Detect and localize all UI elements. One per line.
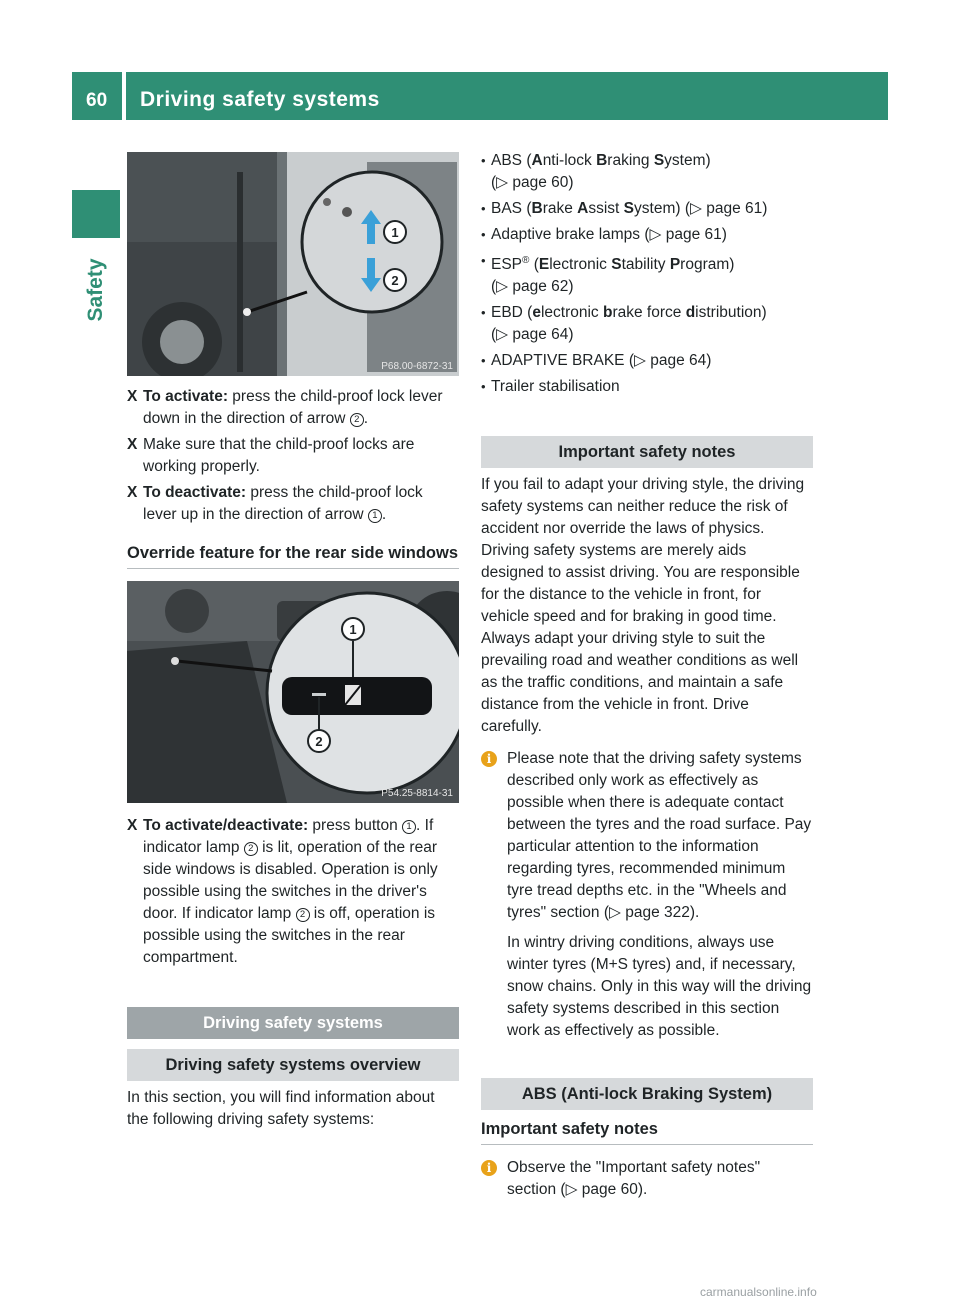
driving-safety-band: Driving safety systems <box>127 1007 459 1039</box>
step-check: X Make sure that the child-proof locks are working properly. <box>127 436 415 475</box>
callout-1: 1 <box>391 225 399 240</box>
override-heading: Override feature for the rear side windows <box>127 542 459 569</box>
switch-illustration <box>127 581 459 803</box>
ref-marker: 2 <box>296 908 310 922</box>
info-note-tyres: i Please note that the driving safety systems described only work as effectively as possible when there is adequate contact between the tyres and the road surface. Pay particular attention to the information regarding tyres, recommended minimum tyre tread depths etc. in the "Wheels and tyres" section (▷ page 322). In wintry driving conditions, always use winter tyres (M+S tyres) and, if necessary, snow chains. Only in this way will the driving safety systems described in this section work as effectively as possible. <box>481 748 813 1042</box>
ref-marker: 1 <box>402 820 416 834</box>
abs-band: ABS (Anti-lock Braking System) <box>481 1078 813 1110</box>
child-lock-steps <box>127 386 459 526</box>
page-number: 60 <box>86 90 108 111</box>
overview-intro: In this section, you will find information about the following driving safety systems: <box>127 1089 435 1128</box>
important-paragraph: If you fail to adapt your driving style, the driving safety systems can neither reduce the risk of accident nor override the laws of physics. Driving safety systems are merely aids designed to assist driving. You are responsible for the distance to the vehicle in front, for vehicle speed and for braking in good time. Always adapt your driving style to suit the prevailing road and weather conditions as well as the traffic conditions, and maintain a safe distance from the vehicle in front. Drive carefully. <box>481 476 805 735</box>
step-override: X To activate/deactivate: press button 1 . If indicator lamp 2 is lit, operation of the rear side windows is disabled. Operation is only possible using the switches in the driver's door. If indicator lamp 2 is off, operation is possible using the switches in the rear compartment. <box>127 817 438 966</box>
list-item-brake-lamps: • Adaptive brake lamps (▷ page 61) <box>481 226 727 243</box>
step-activate: X To activate: press the child-proof lock lever down in the direction of arrow 2 . <box>127 388 443 427</box>
list-item-adaptive-brake: • ADAPTIVE BRAKE (▷ page 64) <box>481 352 712 369</box>
door-illustration <box>127 152 459 376</box>
step-deactivate: X To deactivate: press the child-proof lock lever up in the direction of arrow 1 . <box>127 484 423 523</box>
abs-subhead: Important safety notes <box>481 1118 813 1145</box>
door-child-lock-image <box>127 152 459 376</box>
list-item-ebd: • EBD (electronic brake force distribution) (▷ page 64) <box>481 304 767 343</box>
callout-2: 2 <box>315 734 323 749</box>
header-separator <box>122 72 126 120</box>
info-icon: i <box>481 751 497 767</box>
footer-watermark: carmanualsonline.info <box>700 1285 817 1299</box>
page-title: Driving safety systems <box>140 88 380 111</box>
section-marker <box>72 190 120 238</box>
figure-code: P54.25-8814-31 <box>381 788 453 799</box>
info-icon: i <box>481 1160 497 1176</box>
ref-marker: 2 <box>350 413 364 427</box>
list-item-trailer: • Trailer stabilisation <box>481 378 620 395</box>
ref-marker: 2 <box>244 842 258 856</box>
info-note-abs: i Observe the "Important safety notes" section (▷ page 60). <box>481 1157 813 1201</box>
important-notes-band: Important safety notes <box>481 436 813 468</box>
step-arrow-icon: X <box>127 817 138 834</box>
overview-band: Driving safety systems overview <box>127 1049 459 1081</box>
list-item-esp: • ESP® (Electronic Stability Program) (▷ page 62) <box>481 253 735 295</box>
section-label: Safety <box>84 258 107 322</box>
callout-2: 2 <box>391 273 399 288</box>
left-column <box>127 152 459 1131</box>
systems-list <box>481 150 813 398</box>
callout-1: 1 <box>349 622 357 637</box>
list-item-abs: • ABS (Anti-lock Braking System) (▷ page 60) <box>481 152 711 191</box>
list-item-bas: • BAS (Brake Assist System) (▷ page 61) <box>481 200 768 217</box>
override-switch-image <box>127 581 459 803</box>
right-column <box>481 150 813 1201</box>
step-arrow-icon: X <box>127 388 138 405</box>
step-arrow-icon: X <box>127 436 138 453</box>
ref-marker: 1 <box>368 509 382 523</box>
step-arrow-icon: X <box>127 484 138 501</box>
figure-code: P68.00-6872-31 <box>381 361 453 372</box>
